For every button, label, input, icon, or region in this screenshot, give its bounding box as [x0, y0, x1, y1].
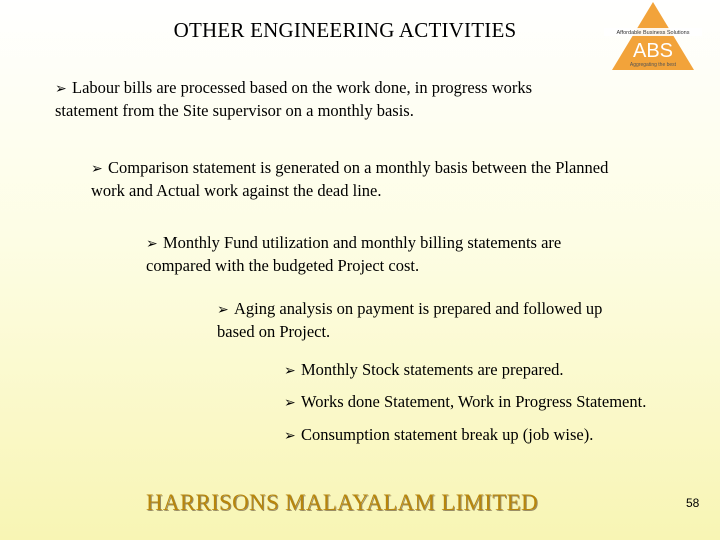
arrow-bullet-icon: ➢	[217, 302, 229, 318]
arrow-bullet-icon: ➢	[284, 428, 296, 444]
bullet-item	[284, 424, 704, 447]
bullet-item	[217, 298, 637, 343]
bullet-text: Comparison statement is generated on a monthly basis between the Planned work and Actual work against the dead line.	[91, 158, 609, 200]
arrow-bullet-icon: ➢	[91, 161, 103, 177]
abs-logo	[604, 0, 702, 72]
bullet-text: Monthly Fund utilization and monthly billing statements are compared with the budgeted Project cost.	[146, 233, 562, 275]
bullet-text: Consumption statement break up (job wise).	[301, 425, 594, 444]
slide-title: OTHER ENGINEERING ACTIVITIES	[173, 18, 517, 42]
logo-acronym: ABS	[632, 40, 674, 62]
bullet-text: Monthly Stock statements are prepared.	[301, 360, 564, 379]
bullet-item	[91, 157, 611, 202]
bullet-item	[55, 77, 595, 122]
bullet-text: Labour bills are processed based on the work done, in progress works statement from the Site supervisor on a monthly basis.	[55, 78, 533, 120]
bullet-item	[284, 391, 704, 414]
arrow-bullet-icon: ➢	[55, 81, 67, 97]
arrow-bullet-icon: ➢	[284, 363, 296, 379]
arrow-bullet-icon: ➢	[284, 395, 296, 411]
bullet-item	[146, 232, 616, 277]
page-number: 58	[686, 496, 700, 510]
footer-company-name: HARRISONS MALAYALAM LIMITED	[146, 490, 538, 515]
logo-top-text: Affordable Business Solutions	[616, 30, 690, 36]
arrow-bullet-icon: ➢	[146, 236, 158, 252]
logo-tagline: Aggregating the best	[629, 62, 677, 68]
bullet-text: Aging analysis on payment is prepared and followed up based on Project.	[217, 299, 603, 341]
bullet-item	[284, 359, 704, 382]
bullet-text: Works done Statement, Work in Progress Statement.	[301, 392, 647, 411]
